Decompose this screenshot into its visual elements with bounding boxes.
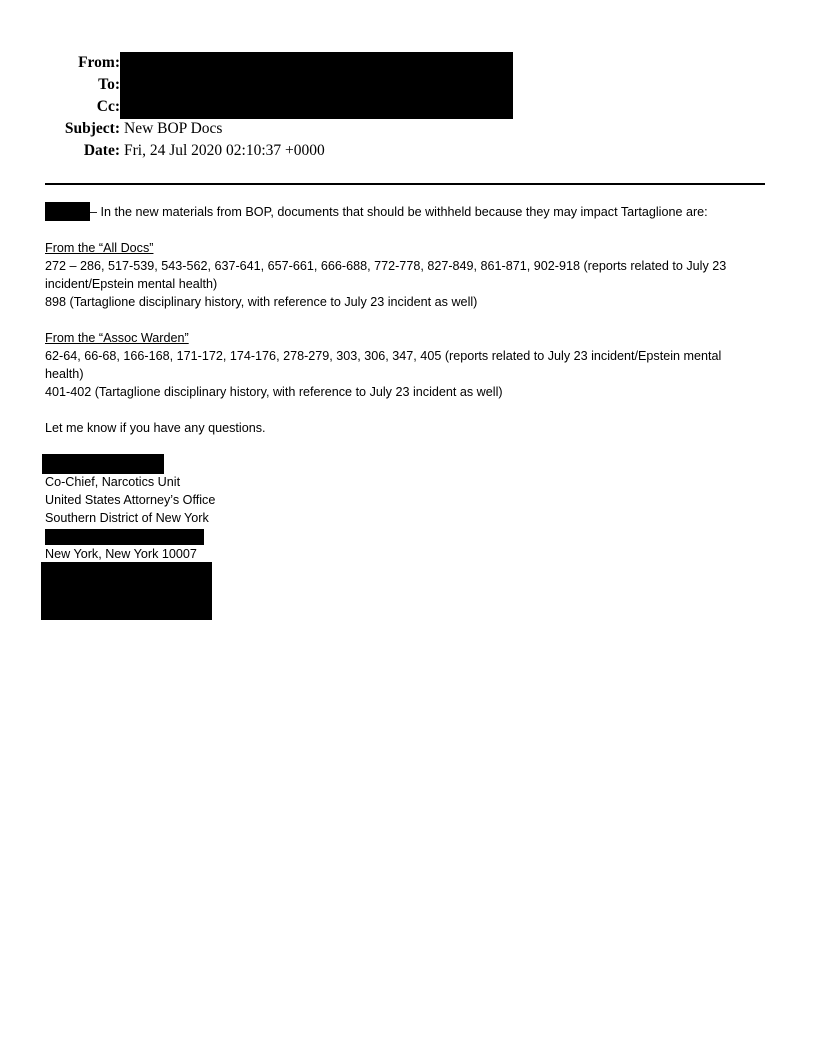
header-redaction-block [120, 52, 513, 119]
all-docs-line-2: incident/Epstein mental health) [45, 277, 218, 291]
assoc-warden-line-1: 62-64, 66-68, 166-168, 171-172, 174-176, 278-279, 303, 306, 347, 405 (reports related to July 23 incident/Epstein mental [45, 349, 722, 363]
intro-text: – In the new materials from BOP, documents that should be withheld because they may impact Tartaglione are: [90, 205, 708, 219]
signature-office: United States Attorney’s Office [45, 493, 216, 507]
assoc-warden-line-2: health) [45, 367, 84, 381]
date-label: Date: [83, 142, 120, 159]
all-docs-line-3: 898 (Tartaglione disciplinary history, with reference to July 23 incident as well) [45, 295, 478, 309]
from-label: From: [78, 54, 120, 71]
date-value: Fri, 24 Jul 2020 02:10:37 +0000 [124, 142, 325, 159]
signature-district: Southern District of New York [45, 511, 209, 525]
signature-name-redaction [42, 454, 164, 474]
to-label: To: [98, 76, 120, 93]
recipient-name-redaction [45, 202, 90, 221]
signature-title: Co-Chief, Narcotics Unit [45, 475, 181, 489]
signature-address-redaction [45, 529, 204, 545]
signature-city: New York, New York 10007 [45, 547, 197, 561]
all-docs-heading: From the “All Docs” [45, 241, 154, 255]
closing-text: Let me know if you have any questions. [45, 421, 266, 435]
subject-label: Subject: [64, 120, 120, 137]
signature-contact-redaction [41, 562, 212, 620]
all-docs-line-1: 272 – 286, 517-539, 543-562, 637-641, 657-661, 666-688, 772-778, 827-849, 861-871, 902-918 (reports related to July 23 [45, 259, 727, 273]
header-divider [45, 183, 765, 185]
assoc-warden-heading: From the “Assoc Warden” [45, 331, 189, 345]
subject-value: New BOP Docs [124, 120, 223, 137]
assoc-warden-line-3: 401-402 (Tartaglione disciplinary history, with reference to July 23 incident as well) [45, 385, 503, 399]
cc-label: Cc: [96, 98, 120, 115]
